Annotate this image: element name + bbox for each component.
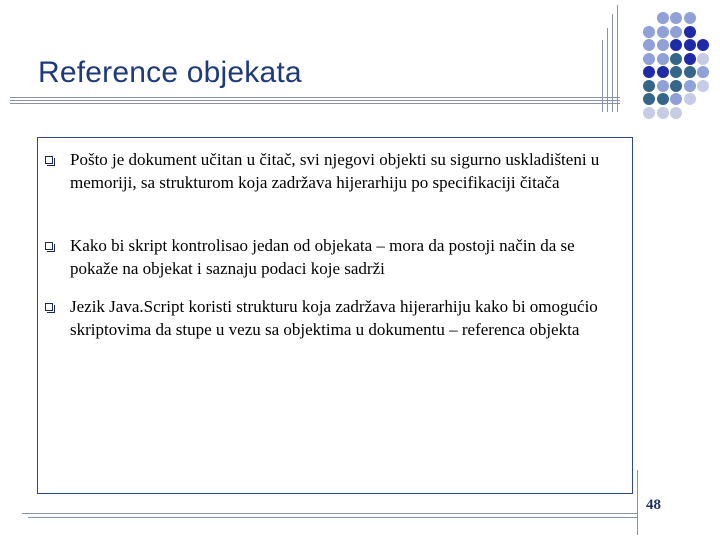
dot-grid-dot — [657, 93, 669, 105]
dot-grid-dot — [697, 39, 709, 51]
dot-grid-dot — [670, 53, 682, 65]
bullet-text: Kako bi skript kontrolisao jedan od objekata – mora da postoji način da se pokaže na objekat i saznaju podaci koje sadrži — [70, 236, 575, 278]
vertical-rule-3 — [612, 14, 613, 112]
vertical-rule-2 — [607, 28, 608, 112]
dot-grid-dot — [684, 66, 696, 78]
dot-grid-dot — [657, 12, 669, 24]
dot-grid-dot — [657, 80, 669, 92]
dot-grid-dot — [643, 93, 655, 105]
dot-grid-dot — [643, 53, 655, 65]
dot-grid-dot — [684, 26, 696, 38]
title-rule-3 — [10, 103, 620, 104]
dot-grid-dot — [643, 66, 655, 78]
dot-grid-dot — [670, 12, 682, 24]
dot-grid-dot — [697, 80, 709, 92]
bullet-text: Pošto je dokument učitan u čitač, svi njegovi objekti su sigurno uskladišteni u memoriji, sa strukturom koja zadržava hijerarhiju po specifikaciji čitača — [70, 150, 600, 192]
dot-grid-dot — [657, 26, 669, 38]
dot-grid-dot — [670, 93, 682, 105]
dot-grid-dot — [670, 66, 682, 78]
page-number: 48 — [646, 497, 661, 513]
dot-grid-dot — [670, 80, 682, 92]
checkbox-square-icon — [45, 242, 53, 250]
dot-grid-dot — [657, 107, 669, 119]
dot-grid-dot — [670, 26, 682, 38]
dot-grid-dot — [684, 39, 696, 51]
dot-grid-dot — [657, 53, 669, 65]
dot-grid-dot — [684, 53, 696, 65]
dot-grid-dot — [657, 66, 669, 78]
title-rule-1 — [10, 97, 620, 98]
checkbox-square-icon — [45, 156, 53, 164]
dot-grid-dot — [643, 39, 655, 51]
footer-rule-1 — [22, 513, 638, 514]
vertical-rule-1 — [602, 40, 603, 112]
vertical-rule-4 — [617, 5, 618, 112]
dot-grid-dot — [670, 39, 682, 51]
footer-rule-2 — [28, 517, 638, 518]
dot-grid-dot — [643, 80, 655, 92]
dot-grid-dot — [697, 53, 709, 65]
slide-title: Reference objekata — [38, 56, 302, 89]
title-rule-2 — [10, 100, 620, 101]
dot-grid-dot — [657, 39, 669, 51]
content-frame — [37, 137, 633, 494]
dot-grid-dot — [670, 107, 682, 119]
dot-grid-dot — [684, 80, 696, 92]
bullet-text: Jezik Java.Script koristi strukturu koja zadržava hijerarhiju kako bi omogućio skriptovima da stupe u vezu sa objektima u dokumentu – referenca objekta — [70, 297, 598, 339]
footer-vertical-rule — [637, 470, 638, 535]
dot-grid-dot — [684, 93, 696, 105]
dot-grid-dot — [697, 66, 709, 78]
dot-grid-dot — [643, 107, 655, 119]
dot-grid-dot — [684, 12, 696, 24]
checkbox-square-icon — [45, 303, 53, 311]
dot-grid-dot — [643, 26, 655, 38]
